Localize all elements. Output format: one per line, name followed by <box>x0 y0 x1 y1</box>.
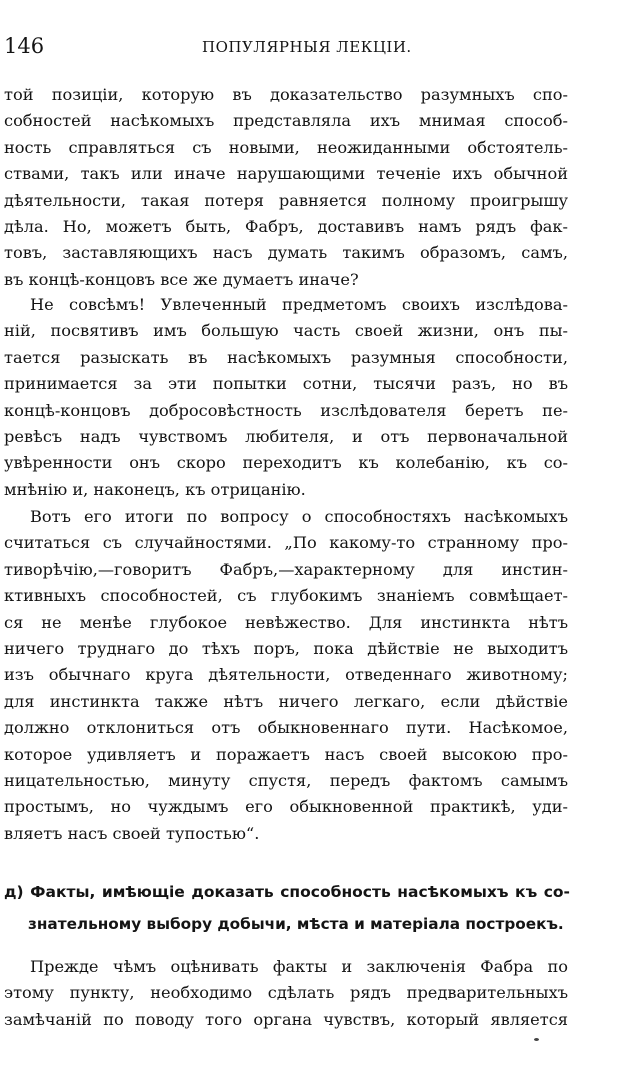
page-number: 146 <box>4 34 45 58</box>
text-line: тиворѣчію,—говоритъ Фабръ,—характерному для инстин- <box>4 559 568 579</box>
text-line: ктивныхъ способностей, съ глубокимъ знаніемъ совмѣщает- <box>4 586 568 606</box>
text-line: для инстинкта также нѣтъ ничего легкаго, если дѣйствіе <box>4 691 568 711</box>
text-line: принимается за эти попытки сотни, тысячи разъ, но въ <box>4 374 568 394</box>
text-line: увѣренности онъ скоро переходитъ къ колебанію, къ со- <box>4 453 568 473</box>
text-line: концѣ-концовъ добросовѣстность изслѣдователя беретъ пе- <box>4 400 568 420</box>
text-line: собностей насѣкомыхъ представляла ихъ мнимая способ- <box>4 111 568 131</box>
text-line: ній, посвятивъ имъ большую часть своей жизни, онъ пы- <box>4 321 568 341</box>
text-line: должно отклониться отъ обыкновеннаго пути. Насѣкомое, <box>4 718 568 738</box>
text-line: ницательностью, минуту спустя, передъ фактомъ самымъ <box>4 770 568 790</box>
paragraph-continuation <box>4 82 568 293</box>
text-line: Прежде чѣмъ оцѣнивать факты и заключенія Фабра по <box>30 957 568 976</box>
text-line: тается разыскать въ насѣкомыхъ разумныя способности, <box>4 347 568 367</box>
paragraph-prezhde <box>4 954 568 1033</box>
text-line: ствами, такъ или иначе нарушающими теченіе ихъ обычной <box>4 164 568 184</box>
ink-speck <box>534 1038 539 1041</box>
running-title: ПОПУЛЯРНЫЯ ЛЕКЦІИ. <box>202 38 412 56</box>
text-line: этому пункту, необходимо сдѣлать рядъ предварительныхъ <box>4 983 568 1003</box>
text-line: мнѣнію и, наконецъ, къ отрицанію. <box>4 479 306 499</box>
section-heading-line: знательному выбору добычи, мѣста и матеріала построекъ. <box>28 915 564 933</box>
text-line: дѣятельности, такая потеря равняется полному проигрышу <box>4 190 568 210</box>
text-line: изъ обычнаго круга дѣятельности, отведеннаго животному; <box>4 665 568 685</box>
text-line: которое удивляетъ и поражаетъ насъ своей высокою про- <box>4 744 568 764</box>
text-line: товъ, заставляющихъ насъ думать такимъ образомъ, самъ, <box>4 243 568 263</box>
text-line: Вотъ его итоги по вопросу о способностяхъ насѣкомыхъ <box>30 507 568 526</box>
text-line: ничего труднаго до тѣхъ поръ, пока дѣйствіе не выходитъ <box>4 638 568 658</box>
section-heading <box>4 876 570 940</box>
paragraph-ne-sovsem <box>4 292 568 503</box>
text-line: Не совсѣмъ! Увлеченный предметомъ своихъ изслѣдова- <box>30 295 568 314</box>
text-line: въ концѣ-концовъ все же думаетъ иначе? <box>4 269 359 289</box>
text-line: ность справляться съ новыми, неожиданными обстоятель- <box>4 137 568 157</box>
text-line: той позиціи, которую въ доказательство разумныхъ спо- <box>4 85 568 104</box>
text-line: простымъ, но чуждымъ его обыкновенной практикѣ, уди- <box>4 797 568 817</box>
text-line: считаться съ случайностями. „По какому-то странному про- <box>4 533 568 553</box>
running-header <box>4 34 570 64</box>
text-line: вляетъ насъ своей тупостью“. <box>4 823 260 843</box>
text-line: замѣчаній по поводу того органа чувствъ, который является <box>4 1009 568 1029</box>
text-line: ревѣсъ надъ чувствомъ любителя, и отъ первоначальной <box>4 426 568 446</box>
paragraph-fabre-quote <box>4 504 568 847</box>
text-line: ся не менѣе глубокое невѣжество. Для инстинкта нѣтъ <box>4 612 568 632</box>
section-heading-line: д) Факты, имѣющіе доказать способность насѣкомыхъ къ со- <box>4 883 570 901</box>
text-line: дѣла. Но, можетъ быть, Фабръ, доставивъ намъ рядъ фак- <box>4 216 568 236</box>
